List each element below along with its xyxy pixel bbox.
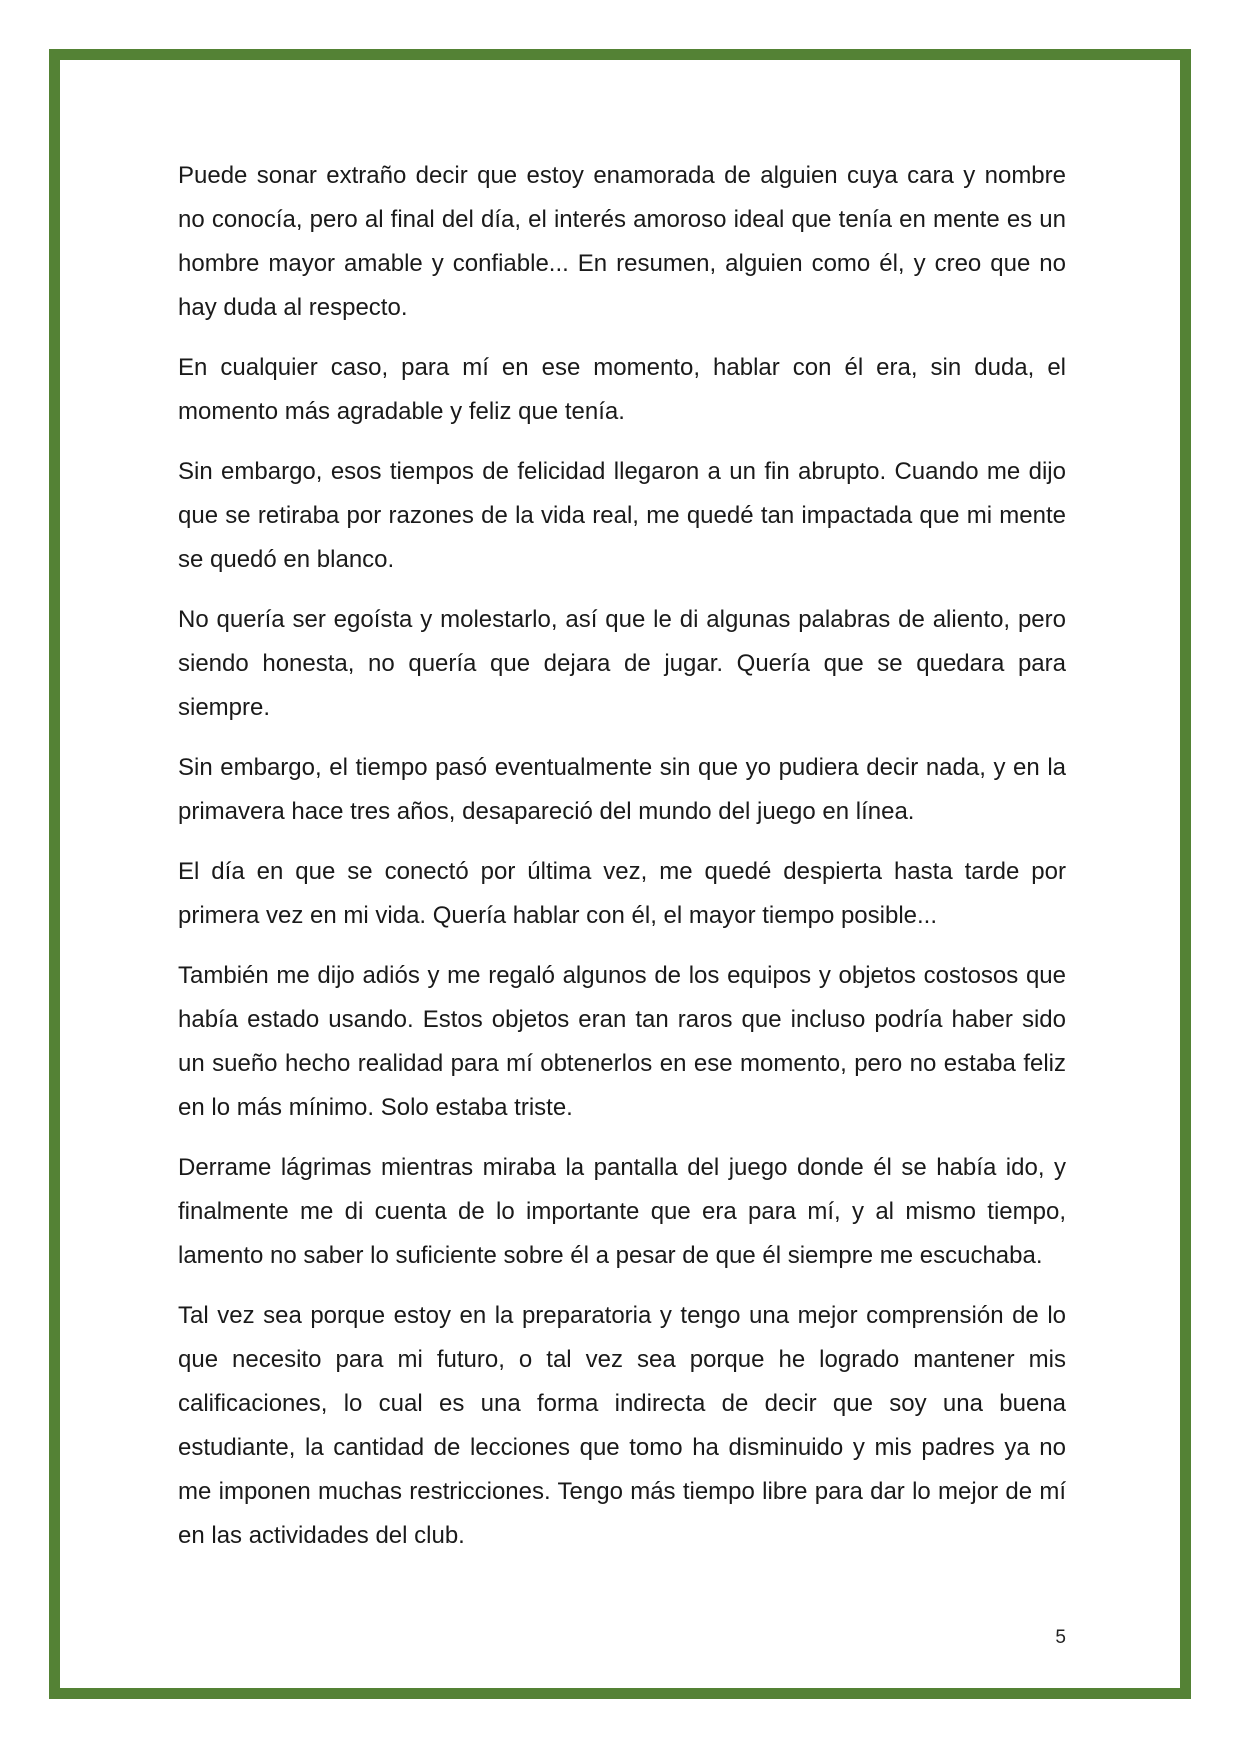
paragraph-9: Tal vez sea porque estoy en la preparatoria y tengo una mejor comprensión de lo que necesito para mi futuro, o tal vez sea porque he logrado mantener mis calificaciones, lo cual es una forma indirecta de decir que soy una buena estudiante, la cantidad de lecciones que tomo ha disminuido y mis padres ya no me imponen muchas restricciones. Tengo más tiempo libre para dar lo mejor de mí en las actividades del club.	[178, 1302, 1066, 1549]
paragraph-2: En cualquier caso, para mí en ese momento, hablar con él era, sin duda, el momento más agradable y feliz que tenía.	[178, 354, 1066, 425]
paragraph-3: Sin embargo, esos tiempos de felicidad llegaron a un fin abrupto. Cuando me dijo que se retiraba por razones de la vida real, me quedé tan impactada que mi mente se quedó en blanco.	[178, 458, 1066, 573]
paragraph-6: El día en que se conectó por última vez, me quedé despierta hasta tarde por primera vez en mi vida. Quería hablar con él, el mayor tiempo posible...	[178, 858, 1066, 929]
page-number: 5	[1055, 1627, 1066, 1648]
paragraph-7: También me dijo adiós y me regaló algunos de los equipos y objetos costosos que había estado usando. Estos objetos eran tan raros que incluso podría haber sido un sueño hecho realidad para mí obtenerlos en ese momento, pero no estaba feliz en lo más mínimo. Solo estaba triste.	[178, 962, 1066, 1121]
body-text	[178, 154, 1066, 1574]
paragraph-5: Sin embargo, el tiempo pasó eventualmente sin que yo pudiera decir nada, y en la primavera hace tres años, desapareció del mundo del juego en línea.	[178, 754, 1066, 825]
paragraph-1: Puede sonar extraño decir que estoy enamorada de alguien cuya cara y nombre no conocía, pero al final del día, el interés amoroso ideal que tenía en mente es un hombre mayor amable y confiable... En resumen, alguien como él, y creo que no hay duda al respecto.	[178, 162, 1066, 321]
paragraph-4: No quería ser egoísta y molestarlo, así que le di algunas palabras de aliento, pero siendo honesta, no quería que dejara de jugar. Quería que se quedara para siempre.	[178, 606, 1066, 721]
paragraph-8: Derrame lágrimas mientras miraba la pantalla del juego donde él se había ido, y finalmente me di cuenta de lo importante que era para mí, y al mismo tiempo, lamento no saber lo suficiente sobre él a pesar de que él siempre me escuchaba.	[178, 1154, 1066, 1269]
